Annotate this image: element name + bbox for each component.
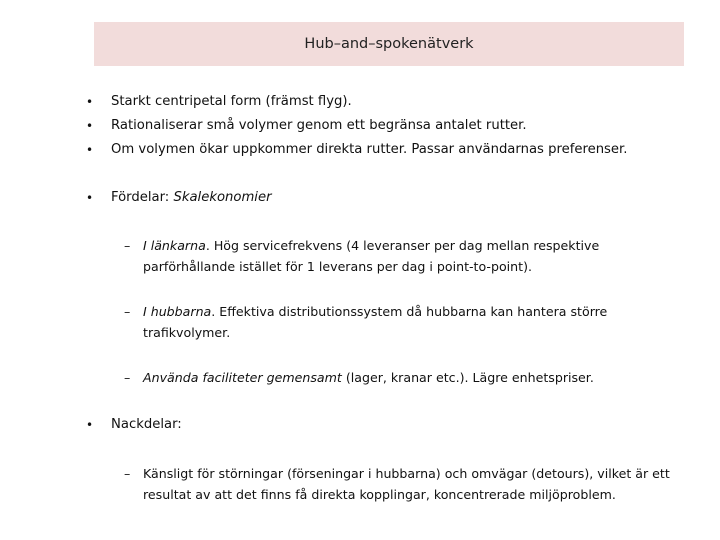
advantage-item-1 (143, 235, 683, 277)
advantage-lead: Använda faciliteter gemensamt (143, 370, 342, 385)
bullet-glyph: • (86, 95, 94, 109)
advantage-text-cont: trafikvolymer. (143, 325, 231, 340)
dash-glyph: – (124, 238, 131, 253)
bullet-glyph: • (86, 143, 94, 157)
bullet-item-3: Om volymen ökar uppkommer direkta rutter. Passar användarnas preferenser. (111, 142, 628, 157)
disadvantage-text-cont: resultat av att det finns få direkta kopplingar, koncentrerade miljöproblem. (143, 487, 616, 502)
advantage-item-2 (143, 301, 683, 343)
bullet-glyph: • (86, 119, 94, 133)
disadvantage-item-1 (143, 463, 703, 505)
advantages-value: Skalekonomier (173, 190, 272, 205)
page-title: Hub–and–spokenätverk (304, 36, 474, 52)
advantage-text: (lager, kranar etc.). Lägre enhetspriser. (341, 370, 594, 385)
disadvantage-text: Känsligt för störningar (förseningar i hubbarna) och omvägar (detours), vilket är ett (143, 466, 670, 481)
advantage-text: . Hög servicefrekvens (4 leveranser per dag mellan respektive (205, 238, 600, 253)
advantage-lead: I länkarna (143, 238, 206, 253)
dash-glyph: – (124, 370, 131, 385)
bullet-glyph: • (86, 191, 94, 205)
bullet-item-1: Starkt centripetal form (främst flyg). (111, 94, 352, 109)
bullet-item-2: Rationaliserar små volymer genom ett begränsa antalet rutter. (111, 118, 527, 133)
dash-glyph: – (124, 466, 131, 481)
advantages-label: Fördelar: (111, 190, 170, 205)
advantage-text-cont: parförhållande istället för 1 leverans per dag i point-to-point). (143, 259, 533, 274)
advantage-text: . Effektiva distributionssystem då hubbarna kan hantera större (211, 304, 608, 319)
bullet-glyph: • (86, 418, 94, 432)
advantages-heading (111, 187, 272, 209)
disadvantages-heading: Nackdelar: (111, 417, 182, 432)
advantage-item-3 (143, 367, 683, 388)
title-bar (94, 22, 684, 66)
advantage-lead: I hubbarna (143, 304, 212, 319)
dash-glyph: – (124, 304, 131, 319)
